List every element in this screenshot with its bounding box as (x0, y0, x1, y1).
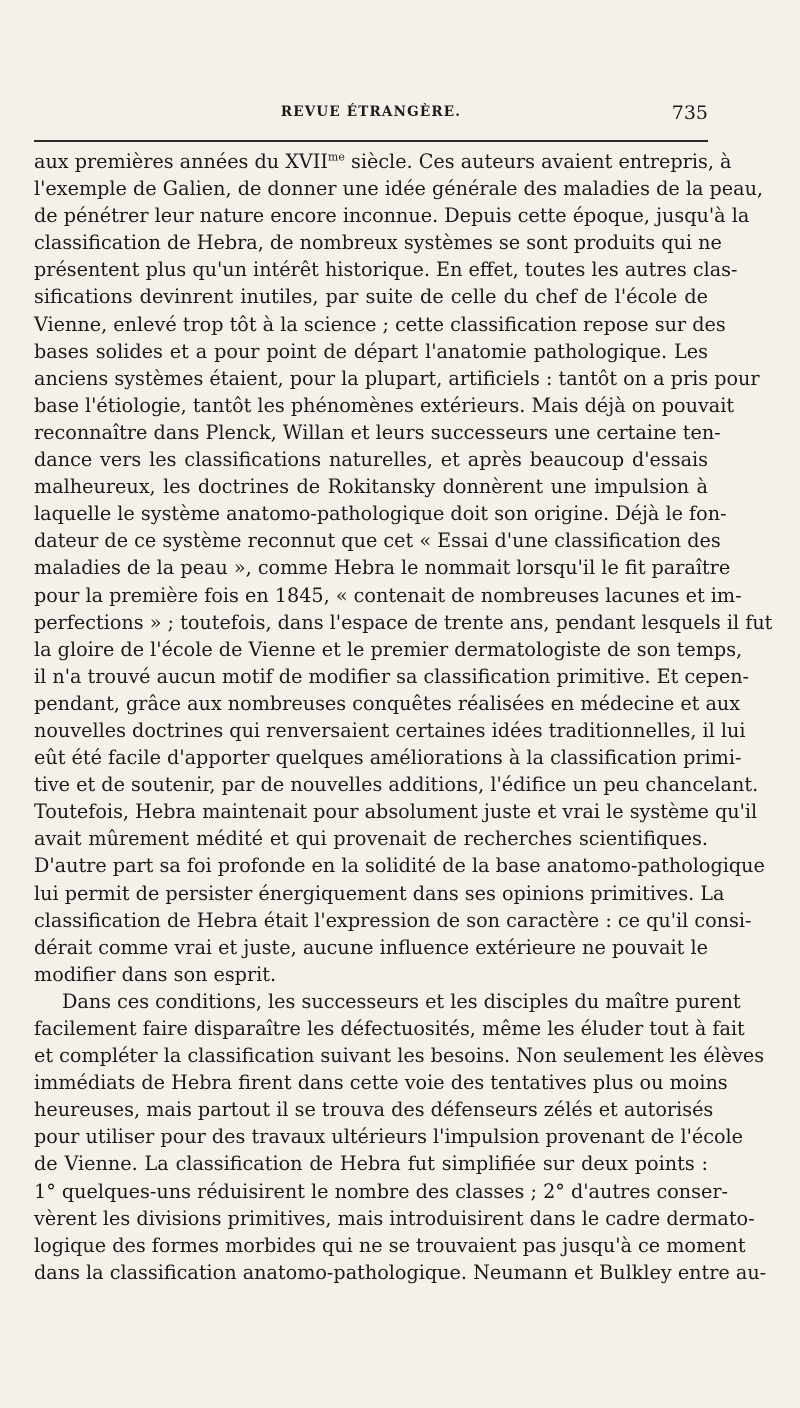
text-line: D'autre part sa foi profonde en la solidité de la base anatomo-pathologique (34, 854, 765, 878)
superscript: me (327, 150, 345, 164)
text-line: Vienne, enlevé trop tôt à la science ; cette classification repose sur des (34, 312, 726, 336)
text-line: bases solides et a pour point de départ l'anatomie pathologique. Les (34, 339, 708, 363)
text-line: dateur de ce système reconnut que cet « Essai d'une classification des (34, 529, 721, 553)
paragraph-2 (34, 988, 767, 1286)
text-line: présentent plus qu'un intérêt historique. En effet, toutes les autres clas- (34, 258, 738, 282)
text-line: immédiats de Hebra firent dans cette voie des tentatives plus ou moins (34, 1071, 728, 1095)
text-line: sifications devinrent inutiles, par suite de celle du chef de l'école de (34, 285, 708, 309)
text-line: logique des formes morbides qui ne se trouvaient pas jusqu'à ce moment (34, 1233, 746, 1257)
text-line: nouvelles doctrines qui renversaient certaines idées traditionnelles, il lui (34, 718, 746, 742)
paragraph-1 (34, 148, 773, 988)
text-line: pour utiliser pour des travaux ultérieurs l'impulsion provenant de l'école (34, 1125, 744, 1149)
page-number: 735 (671, 102, 708, 124)
text-line: vèrent les divisions primitives, mais introduisirent dans le cadre dermato- (34, 1206, 755, 1230)
text-line: modifier dans son esprit. (34, 962, 277, 986)
text-line: avait mûrement médité et qui provenait de recherches scientifiques. (34, 827, 708, 851)
text-line: facilement faire disparaître les défectuosités, même les éluder tout à fait (34, 1017, 745, 1040)
text-line: pendant, grâce aux nombreuses conquêtes réalisées en médecine et aux (34, 691, 741, 715)
text-line: perfections » ; toutefois, dans l'espace de trente ans, pendant lesquels il fut (34, 610, 773, 634)
text-line: il n'a trouvé aucun motif de modifier sa classification primitive. Et cepen- (34, 664, 750, 688)
text-line: tive et de soutenir, par de nouvelles additions, l'édifice un peu chancelant. (34, 773, 759, 797)
text-line: maladies de la peau », comme Hebra le nommait lorsqu'il le fit paraître (34, 556, 731, 580)
body-text (34, 148, 773, 1286)
text-line: heureuses, mais partout il se trouva des défenseurs zélés et autorisés (34, 1098, 714, 1122)
text-line: Toutefois, Hebra maintenait pour absolument juste et vrai le système qu'il (34, 800, 758, 824)
text-line: de Vienne. La classification de Hebra fut simplifiée sur deux points : (34, 1152, 708, 1176)
text-line: classification de Hebra était l'expression de son caractère : ce qu'il consi- (34, 908, 752, 932)
text-line: malheureux, les doctrines de Rokitansky donnèrent une impulsion à (34, 475, 708, 499)
text-line: 1° quelques-uns réduisirent le nombre des classes ; 2° d'autres conser- (34, 1179, 729, 1203)
text-line: de pénétrer leur nature encore inconnue. Depuis cette époque, jusqu'à la (34, 204, 750, 228)
text-line (34, 148, 732, 175)
text-line: pour la première fois en 1845, « contenait de nombreuses lacunes et im- (34, 583, 742, 607)
text-line: classification de Hebra, de nombreux systèmes se sont produits qui ne (34, 231, 722, 255)
text-line-rest: siècle. Ces auteurs avaient entrepris, à (344, 150, 732, 173)
text-line: dance vers les classifications naturelles, et après beaucoup d'essais (34, 448, 708, 472)
running-head-title: REVUE ÉTRANGÈRE. (280, 104, 462, 120)
text-line: dans la classification anatomo-pathologique. Neumann et Bulkley entre au- (34, 1260, 767, 1284)
text-line: Dans ces conditions, les successeurs et les disciples du maître purent (62, 989, 741, 1013)
header-rule (34, 140, 708, 142)
text-line: eût été facile d'apporter quelques améliorations à la classification primi- (34, 746, 742, 770)
text-line-start: aux premières années du XVII (34, 150, 328, 173)
text-line: anciens systèmes étaient, pour la plupart, artificiels : tantôt on a pris pour (34, 366, 760, 390)
text-line: l'exemple de Galien, de donner une idée générale des maladies de la peau, (34, 177, 764, 201)
running-head (34, 104, 708, 128)
text-line: base l'étiologie, tantôt les phénomènes extérieurs. Mais déjà on pouvait (34, 393, 735, 417)
text-line: reconnaître dans Plenck, Willan et leurs successeurs une certaine ten- (34, 420, 721, 444)
text-line: dérait comme vrai et juste, aucune influence extérieure ne pouvait le (34, 935, 708, 959)
text-line: la gloire de l'école de Vienne et le premier dermatologiste de son temps, (34, 637, 743, 661)
text-line: lui permit de persister énergiquement dans ses opinions primitives. La (34, 881, 725, 905)
text-line: laquelle le système anatomo-pathologique doit son origine. Déjà le fon- (34, 502, 727, 526)
text-line: et compléter la classification suivant les besoins. Non seulement les élèves (34, 1044, 765, 1068)
